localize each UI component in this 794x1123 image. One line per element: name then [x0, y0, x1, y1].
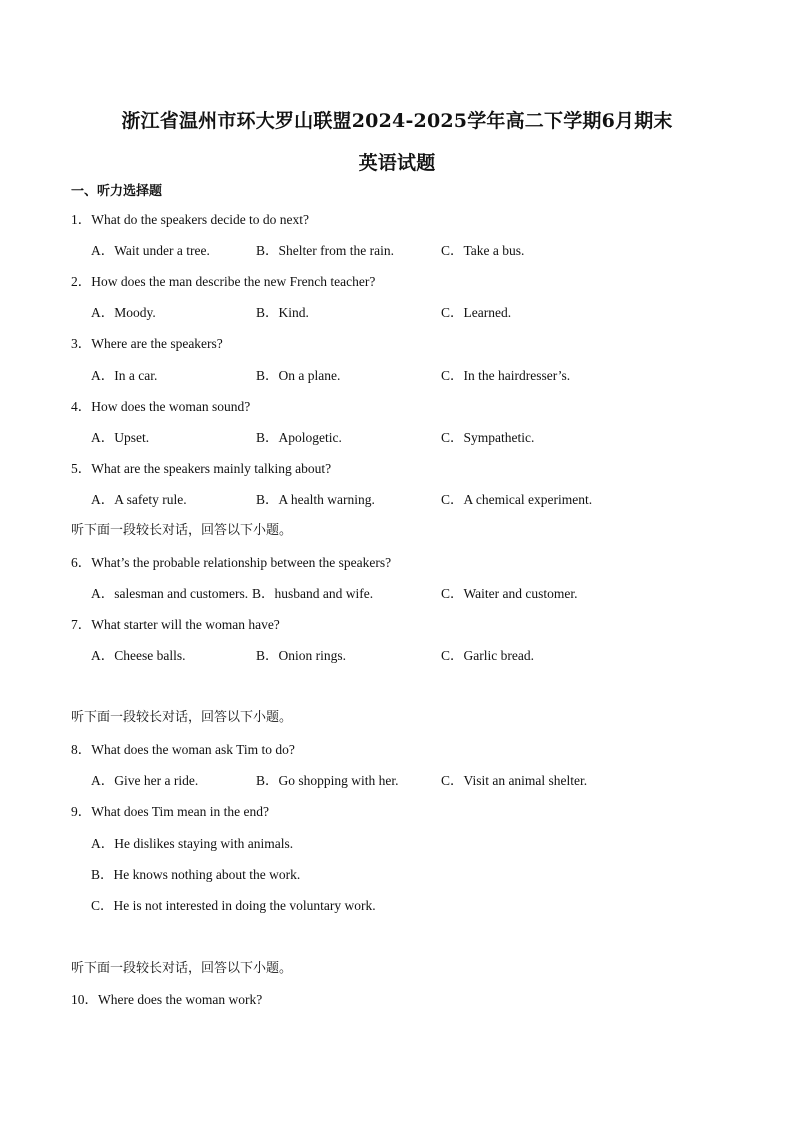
question-3: 3．Where are the speakers?	[71, 336, 223, 351]
q2-option-b: B．Kind.	[256, 305, 309, 320]
document-title: 浙江省温州市环大罗山联盟2024-2025学年高二下学期6月期末	[121, 110, 673, 132]
q1-option-c: C．Take a bus.	[441, 243, 525, 258]
question-4: 4．How does the woman sound?	[71, 399, 251, 414]
q5-option-c: C．A chemical experiment.	[441, 492, 593, 507]
q2-option-c: C．Learned.	[441, 305, 512, 320]
q8-option-a: A．Give her a ride.	[91, 773, 199, 788]
q2-option-a: A．Moody.	[91, 305, 156, 320]
q9-option-c: C．He is not interested in doing the voluntary work.	[91, 898, 376, 913]
q8-option-c: C．Visit an animal shelter.	[441, 773, 588, 788]
q1-option-b: B．Shelter from the rain.	[256, 243, 394, 258]
question-1: 1．What do the speakers decide to do next?	[71, 212, 310, 227]
q5-option-b: B．A health warning.	[256, 492, 375, 507]
q8-option-b: B．Go shopping with her.	[256, 773, 399, 788]
q6-option-a: A．salesman and customers.	[91, 586, 249, 601]
question-9: 9．What does Tim mean in the end?	[71, 804, 269, 819]
q4-option-b: B．Apologetic.	[256, 430, 342, 445]
question-5: 5．What are the speakers mainly talking about?	[71, 461, 332, 476]
section-heading: 一、听力选择题	[71, 184, 163, 199]
q3-option-a: A．In a car.	[91, 368, 158, 383]
q9-option-a: A．He dislikes staying with animals.	[91, 836, 294, 851]
instruction-text: 听下面一段较长对话，回答以下小题。	[71, 523, 293, 538]
q7-option-b: B．Onion rings.	[256, 648, 347, 663]
document-subtitle: 英语试题	[358, 152, 436, 174]
question-8: 8．What does the woman ask Tim to do?	[71, 742, 295, 757]
q3-option-b: B．On a plane.	[256, 368, 341, 383]
q7-option-c: C．Garlic bread.	[441, 648, 534, 663]
q6-option-b: B．husband and wife.	[252, 586, 374, 601]
q7-option-a: A．Cheese balls.	[91, 648, 186, 663]
instruction-text: 听下面一段较长对话，回答以下小题。	[71, 710, 293, 725]
q4-option-c: C．Sympathetic.	[441, 430, 535, 445]
question-7: 7．What starter will the woman have?	[71, 617, 280, 632]
q4-option-a: A．Upset.	[91, 430, 150, 445]
question-6: 6．What’s the probable relationship between the speakers?	[71, 555, 392, 570]
question-2: 2．How does the man describe the new French teacher?	[71, 274, 376, 289]
q9-option-b: B．He knows nothing about the work.	[91, 867, 301, 882]
q5-option-a: A．A safety rule.	[91, 492, 187, 507]
instruction-text: 听下面一段较长对话，回答以下小题。	[71, 961, 293, 976]
q6-option-c: C．Waiter and customer.	[441, 586, 578, 601]
q3-option-c: C．In the hairdresser’s.	[441, 368, 571, 383]
q1-option-a: A．Wait under a tree.	[91, 243, 210, 258]
question-10: 10．Where does the woman work?	[71, 992, 263, 1007]
